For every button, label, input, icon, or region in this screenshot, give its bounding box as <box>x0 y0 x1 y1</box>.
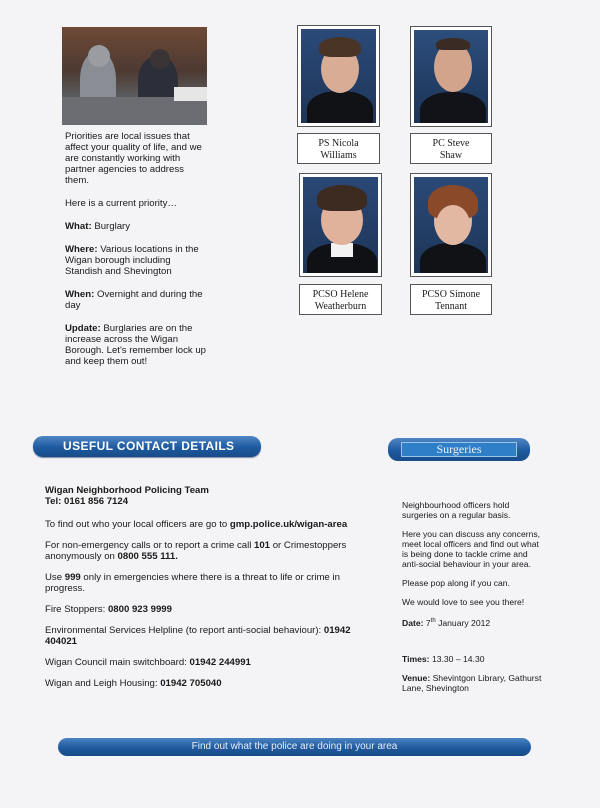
surgeries-banner-label: Surgeries <box>401 442 517 457</box>
surgery-date: Date: 7th January 2012 <box>402 617 491 628</box>
team-name: Wigan Neighborhood Policing Team <box>45 485 209 496</box>
priority-what: What: Burglary <box>65 221 131 232</box>
officer-name-steve-shaw: PC Steve Shaw <box>410 133 492 164</box>
surgeries-p3: Please pop along if you can. <box>402 578 510 588</box>
surgeries-p4: We would love to see you there! <box>402 597 525 607</box>
surgeries-p2: Here you can discuss any concerns, meet local officers and find out what is being done to tackle crime and anti-social behaviour in your area. <box>402 529 541 569</box>
officer-name-helene-weatherburn: PCSO Helene Weatherburn <box>299 284 382 315</box>
priority-when: When: Overnight and during the day <box>65 289 203 311</box>
surgery-venue: Venue: Shevintgon Library, Gathurst Lane, Shevington <box>402 672 542 693</box>
officer-photo-nicola-williams <box>297 25 380 127</box>
team-phone: 0161 856 7124 <box>64 496 129 507</box>
priority-intro: Priorities are local issues that affect your quality of life, and we are constantly working with partner agencies to address them. <box>65 131 202 186</box>
emergency-info: Use 999 only in emergencies where there is a threat to life or crime in progress. <box>45 572 340 594</box>
wigan-area-link[interactable]: gmp.police.uk/wigan-area <box>229 519 348 530</box>
surgeries-info <box>402 500 544 702</box>
contact-details-banner: USEFUL CONTACT DETAILS <box>33 436 261 457</box>
officer-name-nicola-williams: PS Nicola Williams <box>297 133 380 164</box>
surgeries-p1: Neighbourhood officers hold surgeries on a regular basis. <box>402 500 511 520</box>
current-priority: Here is a current priority… <box>65 198 177 209</box>
local-officers-info: To find out who your local officers are go to gmp.police.uk/wigan-area <box>45 519 348 530</box>
environmental-services: Environmental Services Helpline (to report anti-social behaviour): 01942 404021 <box>45 625 351 647</box>
priority-section <box>65 131 210 379</box>
surgery-times: Times: 13.30 – 14.30 <box>402 653 485 664</box>
fire-stoppers: Fire Stoppers: 0800 923 9999 <box>45 604 172 615</box>
hero-photo <box>62 27 207 125</box>
team-info: Wigan Neighborhood Policing Team Tel: 0161 856 7124 <box>45 485 209 507</box>
non-emergency-info: For non-emergency calls or to report a crime call 101 or Crimestoppers anonymously on 0800 555 111. <box>45 540 347 562</box>
officer-photo-helene-weatherburn <box>299 173 382 277</box>
priority-where: Where: Various locations in the Wigan borough including Standish and Shevington <box>65 244 199 277</box>
crimestoppers-number: 0800 555 111 <box>117 551 176 562</box>
officer-photo-steve-shaw <box>410 26 492 127</box>
council-switchboard: Wigan Council main switchboard: 01942 244991 <box>45 657 251 668</box>
footer-banner: Find out what the police are doing in your area <box>58 738 531 756</box>
surgeries-banner <box>388 438 530 461</box>
priority-update: Update: Burglaries are on the increase across the Wigan Borough. Let's remember lock up and keep them out! <box>65 323 207 367</box>
contact-details <box>45 485 375 699</box>
officer-name-simone-tennant: PCSO Simone Tennant <box>410 284 492 315</box>
officer-photo-simone-tennant <box>410 173 492 277</box>
housing-contact: Wigan and Leigh Housing: 01942 705040 <box>45 678 222 689</box>
